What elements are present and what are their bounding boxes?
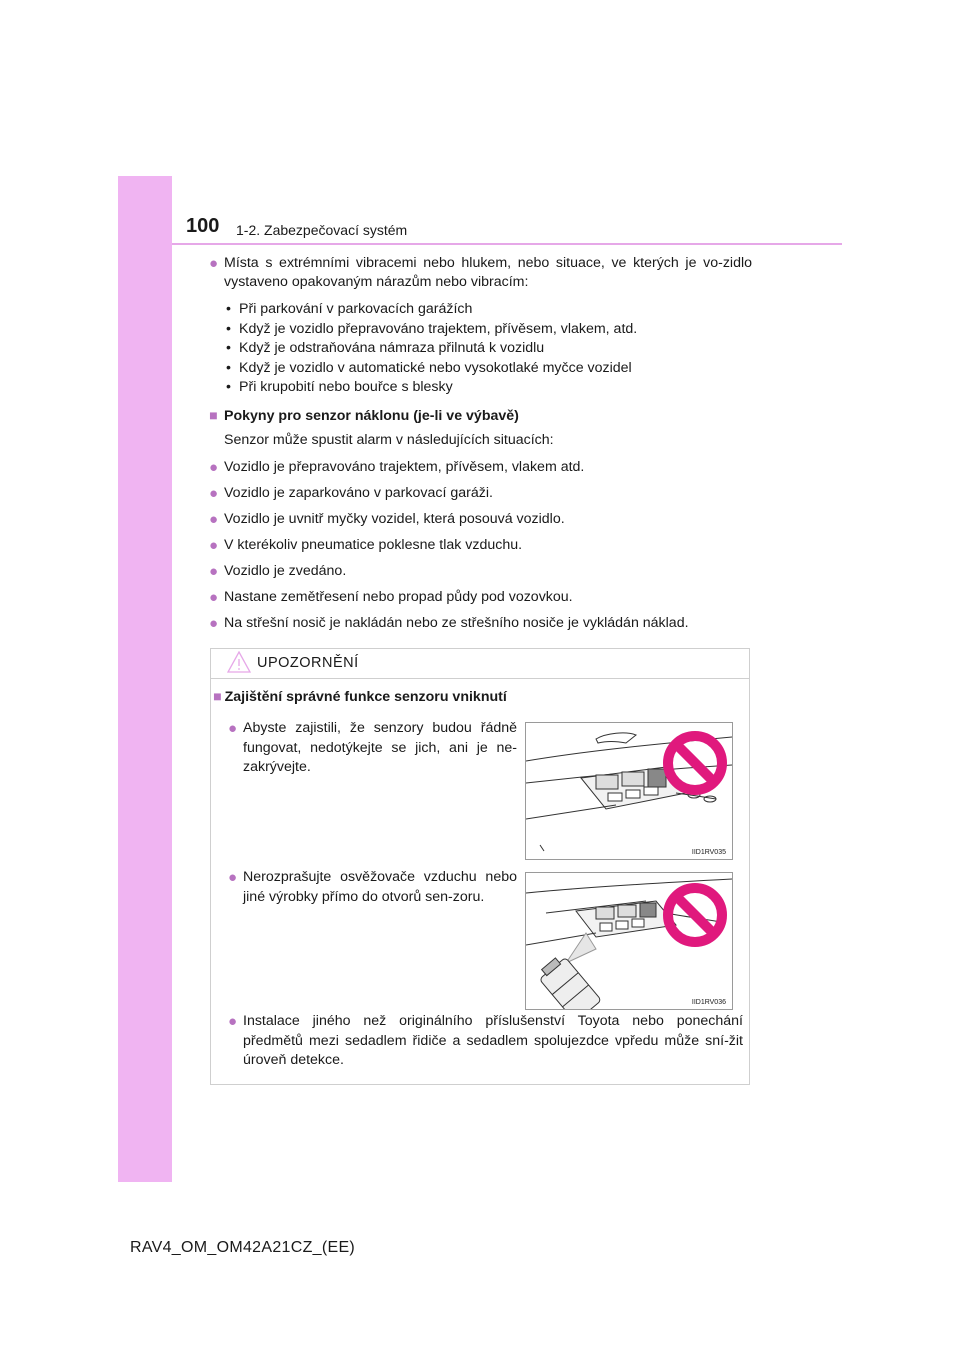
square-icon: ■ (209, 407, 218, 424)
sub-item: • Když je vozidlo přepravováno trajektem, přívěsem, vlakem, atd. (226, 320, 638, 337)
tilt-sensor-heading: ■ Pokyny pro senzor náklonu (je-li ve výbavě) (209, 407, 519, 424)
main-content (209, 254, 752, 640)
warning-bullet-3: ● Instalace jiného než originálního příslušenství Toyota nebo ponechání předmětů mezi sedadlem řidiče a sedadlem spolujezdce vpředu může sní-žit úroveň detekce. (228, 1013, 743, 1068)
bullet-dot-icon: ● (209, 588, 219, 606)
bullet-dot-icon: ● (209, 536, 219, 554)
list-item: ● Vozidlo je uvnitř myčky vozidel, která posouvá vozidlo. (209, 510, 565, 528)
list-item: ● Na střešní nosič je nakládán nebo ze střešního nosiče je vykládán náklad. (209, 614, 689, 632)
illustration-sensor-touch (525, 722, 733, 860)
page-number: 100 (186, 215, 220, 237)
bullet-dot-icon: ● (209, 510, 219, 528)
warning-bullet-1: ● Abyste zajistili, že senzory budou řádně fungovat, nedotýkejte se jich, ani je ne-zakrývejte. (228, 720, 517, 775)
list-item: ● Nastane zemětřesení nebo propad půdy pod vozovkou. (209, 588, 573, 606)
image-code: IID1RV035 (691, 849, 726, 856)
warning-box (210, 648, 750, 1085)
illustration-spray (525, 872, 733, 1010)
bullet-dot-icon: ● (209, 255, 219, 272)
warning-title: UPOZORNĚNÍ (257, 655, 359, 671)
warning-subheading: ■ Zajištění správné funkce senzoru vniknutí (213, 689, 507, 705)
prohibition-icon (668, 736, 722, 790)
warning-bullet-2: ● Nerozprašujte osvěžovače vzduchu nebo jiné výrobky přímo do otvorů sen-zoru. (228, 869, 517, 905)
bullet-dot-icon: ● (228, 720, 238, 737)
sub-item: • Při krupobití nebo bouřce s blesky (226, 379, 453, 395)
square-icon: ■ (213, 689, 222, 705)
tilt-intro: Senzor může spustit alarm v následujících situacích: (224, 431, 554, 448)
bullet-dot-icon: ● (209, 562, 219, 580)
sub-item: • Když je odstraňována námraza přilnutá k vozidlu (226, 340, 545, 356)
bullet-dot-icon: ● (209, 458, 219, 476)
list-item (209, 254, 752, 398)
list-item: ● V kterékoliv pneumatice poklesne tlak vzduchu. (209, 536, 523, 554)
list-item: ● Vozidlo je přepravováno trajektem, přívěsem, vlakem atd. (209, 458, 585, 476)
list-item: ● Vozidlo je zaparkováno v parkovací garáži. (209, 484, 493, 502)
list-item: ● Vozidlo je zvedáno. (209, 562, 347, 580)
document-code: RAV4_OM_OM42A21CZ_(EE) (130, 1239, 356, 1256)
sub-list (224, 300, 752, 398)
sub-item: • Při parkování v parkovacích garážích (226, 301, 473, 317)
header-rule (172, 243, 842, 245)
image-code: IID1RV036 (691, 999, 726, 1006)
sidebar-tab (118, 176, 172, 1182)
bullet-dot-icon: ● (228, 869, 238, 886)
bullet-dot-icon: ● (209, 484, 219, 502)
section-title: 1-2. Zabezpečovací systém (236, 222, 408, 238)
warning-header (211, 649, 749, 679)
warning-triangle-icon (227, 651, 251, 678)
bullet-dot-icon: ● (209, 614, 219, 632)
bullet-dot-icon: ● (228, 1013, 238, 1030)
bullet-text: Místa s extrémními vibracemi nebo hlukem, nebo situace, ve kterých je vo-zidlo vystaveno opakovaným nárazům nebo vibracím: (224, 255, 752, 290)
sub-item: • Když je vozidlo v automatické nebo vysokotlaké myčce vozidel (226, 359, 632, 376)
